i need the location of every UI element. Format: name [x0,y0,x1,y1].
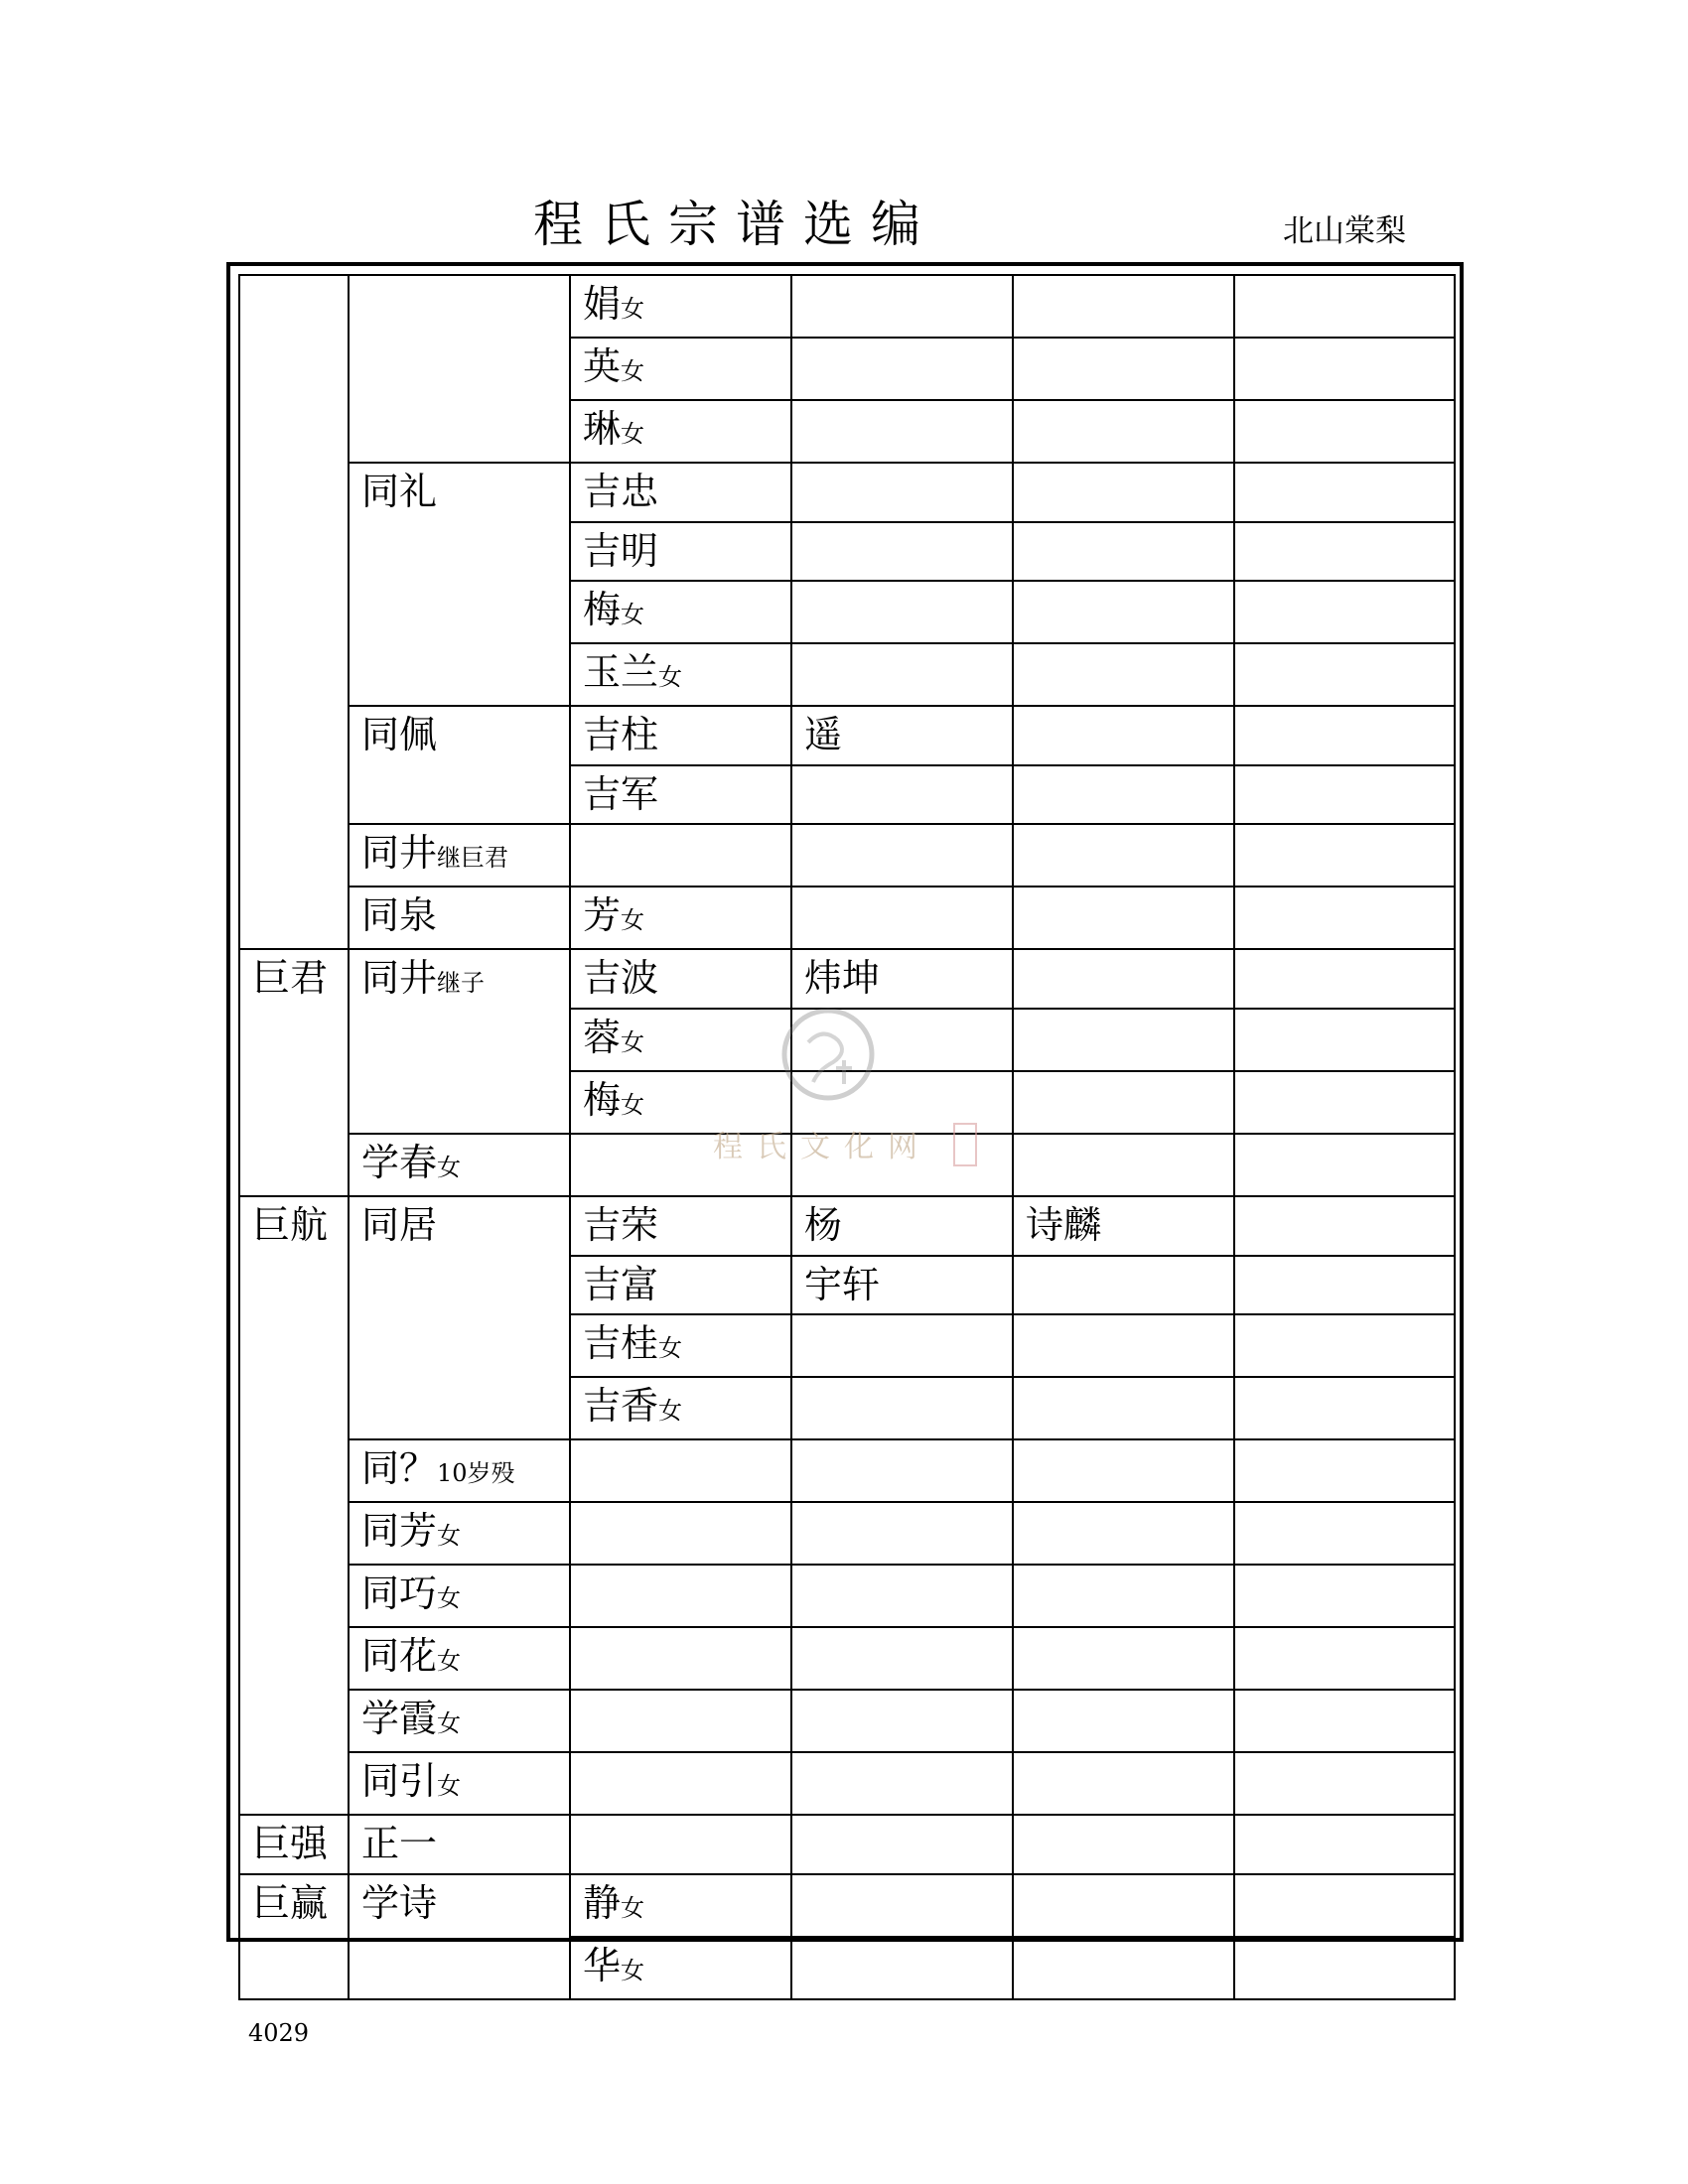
person-name: 杨 [804,1202,843,1247]
person-name: 吉柱 [583,713,659,757]
table-cell-col5 [1013,1690,1234,1752]
table-cell-col5 [1013,1377,1234,1439]
table-cell-col6 [1234,1752,1455,1815]
table-cell-col5 [1013,1627,1234,1690]
table-cell-col5 [1013,275,1234,338]
table-cell-col3 [570,581,791,643]
table-cell-col5 [1013,338,1234,400]
table-cell-col5 [1013,887,1234,949]
table-cell-col5 [1013,1439,1234,1502]
table-cell-col2 [349,275,570,463]
table-row [239,1439,1455,1502]
table-cell-col2 [349,887,570,949]
table-cell-col4 [791,824,1013,887]
table-cell-col3 [570,275,791,338]
table-cell-col6 [1234,1937,1455,1999]
table-cell-col4 [791,887,1013,949]
person-note: 10岁殁 [437,1459,515,1488]
table-cell-col1 [239,1874,349,1999]
person-name: 娟 [583,282,622,326]
table-row [239,1815,1455,1874]
table-cell-col1 [239,1815,349,1874]
person-name: 吉军 [583,771,659,816]
table-row [239,1565,1455,1627]
table-cell-col4 [791,643,1013,706]
table-cell-col6 [1234,1134,1455,1196]
person-name: 巨赢 [252,1880,329,1925]
table-cell-col4 [791,1314,1013,1377]
person-name: 同巧 [361,1571,438,1616]
table-cell-col4 [791,1752,1013,1815]
table-row [239,1196,1455,1256]
table-cell-col6 [1234,643,1455,706]
table-cell-col2 [349,824,570,887]
table-cell-col6 [1234,1439,1455,1502]
table-cell-col3 [570,1815,791,1874]
table-cell-col5 [1013,522,1234,582]
table-cell-col4 [791,1565,1013,1627]
table-cell-col3 [570,1439,791,1502]
person-name: 吉波 [583,956,659,1001]
table-cell-col4 [791,1256,1013,1315]
table-cell-col6 [1234,1627,1455,1690]
person-note: 女 [621,1090,645,1119]
person-name: 同引 [361,1759,438,1804]
person-name: 遥 [804,713,843,757]
seal-watermark-icon [778,1005,878,1104]
table-cell-col6 [1234,1690,1455,1752]
table-cell-col3 [570,1752,791,1815]
table-cell-col3 [570,400,791,463]
table-cell-col3 [570,1502,791,1565]
table-cell-col6 [1234,949,1455,1009]
person-name: 同井 [361,831,438,876]
table-cell-col6 [1234,1502,1455,1565]
table-cell-col4 [791,400,1013,463]
table-cell-col4 [791,1502,1013,1565]
person-note: 女 [621,420,645,448]
table-row [239,1874,1455,1937]
person-note: 女 [437,1647,462,1676]
person-name: 学霞 [361,1697,438,1741]
person-name: 同井 [361,956,438,1001]
table-row [239,706,1455,765]
table-cell-col6 [1234,887,1455,949]
table-cell-col3 [570,463,791,522]
page-title: 程氏宗谱选编 [533,196,938,253]
person-name: 静 [583,1880,622,1925]
table-cell-col6 [1234,522,1455,582]
table-cell-col3 [570,338,791,400]
person-name: 华 [583,1943,622,1987]
table-cell-col4 [791,1815,1013,1874]
table-cell-col5 [1013,400,1234,463]
person-name: 吉荣 [583,1202,659,1247]
table-cell-col4 [791,338,1013,400]
table-cell-col3 [570,1874,791,1937]
person-note: 女 [437,1522,462,1551]
table-cell-col4 [791,1627,1013,1690]
person-note: 继巨君 [437,844,509,873]
table-cell-col5 [1013,824,1234,887]
table-cell-col6 [1234,338,1455,400]
person-note: 女 [658,1334,683,1363]
table-cell-col4 [791,275,1013,338]
table-row [239,824,1455,887]
table-cell-col2 [349,463,570,706]
table-cell-col4 [791,1439,1013,1502]
table-cell-col2 [349,1874,570,1999]
table-cell-col3 [570,1565,791,1627]
person-note: 女 [437,1709,462,1738]
person-note: 女 [658,1397,683,1426]
person-name: 吉明 [583,528,659,573]
person-name: 巨强 [252,1822,329,1866]
table-cell-col6 [1234,1815,1455,1874]
table-cell-col4 [791,765,1013,825]
table-cell-col3 [570,949,791,1009]
table-cell-col2 [349,1196,570,1439]
table-cell-col3 [570,1937,791,1999]
table-cell-col6 [1234,581,1455,643]
table-cell-col3 [570,1377,791,1439]
person-name: 吉富 [583,1262,659,1306]
table-cell-col5 [1013,949,1234,1009]
person-name: 吉香 [583,1384,659,1429]
person-note: 女 [437,1772,462,1801]
person-name: 同？ [361,1446,438,1491]
table-cell-col5 [1013,1134,1234,1196]
table-cell-col4 [791,463,1013,522]
table-cell-col6 [1234,1314,1455,1377]
person-name: 芳 [583,893,622,938]
table-cell-col1 [239,1196,349,1815]
table-cell-col2 [349,1752,570,1815]
person-name: 同花 [361,1634,438,1679]
table-cell-col5 [1013,1937,1234,1999]
person-name: 炜坤 [804,956,881,1001]
table-cell-col3 [570,706,791,765]
table-cell-col5 [1013,1874,1234,1937]
table-row [239,1502,1455,1565]
table-cell-col4 [791,949,1013,1009]
table-cell-col3 [570,1627,791,1690]
person-name: 巨君 [252,956,329,1001]
table-cell-col6 [1234,1256,1455,1315]
table-cell-col3 [570,1009,791,1071]
table-cell-col2 [349,949,570,1134]
person-name: 宇轩 [804,1262,881,1306]
person-name: 同泉 [361,893,438,938]
table-row [239,887,1455,949]
person-note: 女 [621,357,645,385]
table-cell-col3 [570,1690,791,1752]
table-cell-col3 [570,1314,791,1377]
table-cell-col4 [791,522,1013,582]
table-cell-col6 [1234,765,1455,825]
table-row [239,1752,1455,1815]
table-cell-col4 [791,581,1013,643]
table-cell-col6 [1234,1071,1455,1134]
table-row [239,1690,1455,1752]
person-note: 女 [621,1956,645,1984]
table-cell-col3 [570,522,791,582]
table-cell-col5 [1013,706,1234,765]
table-cell-col5 [1013,1502,1234,1565]
person-name: 琳 [583,407,622,451]
person-name: 同芳 [361,1509,438,1554]
person-name: 梅 [583,1077,622,1122]
person-name: 吉忠 [583,470,659,513]
table-cell-col3 [570,643,791,706]
person-note: 女 [658,663,683,692]
table-cell-col4 [791,706,1013,765]
table-cell-col1 [239,949,349,1196]
table-cell-col2 [349,1439,570,1502]
table-cell-col5 [1013,1071,1234,1134]
table-cell-col3 [570,824,791,887]
table-cell-col5 [1013,1815,1234,1874]
table-cell-col6 [1234,400,1455,463]
person-name: 梅 [583,588,622,632]
person-name: 诗麟 [1026,1202,1102,1247]
person-name: 同礼 [361,470,438,513]
table-cell-col5 [1013,1009,1234,1071]
table-cell-col6 [1234,1565,1455,1627]
person-name: 学春 [361,1140,438,1184]
table-cell-col6 [1234,824,1455,887]
person-note: 女 [621,1027,645,1056]
site-watermark: 程氏文化网 [713,1130,931,1164]
watermark-stamp [953,1123,977,1166]
hall-name: 北山棠梨 [1283,213,1406,249]
person-note: 女 [437,1153,462,1181]
person-name: 玉兰 [583,650,659,695]
table-cell-col4 [791,1937,1013,1999]
table-cell-col6 [1234,1874,1455,1937]
table-cell-col5 [1013,1256,1234,1315]
person-note: 继子 [437,969,486,998]
person-note: 女 [621,295,645,323]
person-note: 女 [621,601,645,629]
table-cell-col5 [1013,1314,1234,1377]
table-cell-col2 [349,1815,570,1874]
person-name: 同佩 [361,713,438,757]
table-row [239,463,1455,522]
table-row [239,949,1455,1009]
table-cell-col6 [1234,1377,1455,1439]
table-cell-col2 [349,1565,570,1627]
table-cell-col3 [570,1196,791,1256]
table-cell-col2 [349,706,570,824]
table-cell-col2 [349,1690,570,1752]
table-cell-col1 [239,275,349,949]
table-cell-col3 [570,887,791,949]
person-note: 女 [621,1893,645,1922]
table-cell-col6 [1234,706,1455,765]
table-cell-col6 [1234,275,1455,338]
table-cell-col3 [570,765,791,825]
table-cell-col3 [570,1256,791,1315]
table-row [239,275,1455,338]
table-cell-col6 [1234,1009,1455,1071]
table-cell-col5 [1013,765,1234,825]
table-row [239,1627,1455,1690]
person-name: 正一 [361,1822,438,1866]
table-cell-col5 [1013,1752,1234,1815]
table-cell-col5 [1013,581,1234,643]
person-name: 同居 [361,1202,438,1247]
table-cell-col5 [1013,1565,1234,1627]
person-name: 学诗 [361,1880,438,1925]
table-cell-col5 [1013,463,1234,522]
page-number: 4029 [248,2019,310,2047]
table-cell-col4 [791,1196,1013,1256]
person-name: 蓉 [583,1015,622,1059]
table-cell-col5 [1013,1196,1234,1256]
person-name: 吉桂 [583,1321,659,1366]
person-name: 巨航 [252,1202,329,1247]
table-cell-col6 [1234,1196,1455,1256]
table-cell-col2 [349,1502,570,1565]
table-cell-col4 [791,1874,1013,1937]
person-note: 女 [437,1584,462,1613]
person-name: 英 [583,344,622,388]
table-cell-col4 [791,1690,1013,1752]
table-cell-col5 [1013,643,1234,706]
table-cell-col4 [791,1377,1013,1439]
table-cell-col2 [349,1627,570,1690]
table-cell-col2 [349,1134,570,1196]
person-note: 女 [621,906,645,935]
table-cell-col6 [1234,463,1455,522]
